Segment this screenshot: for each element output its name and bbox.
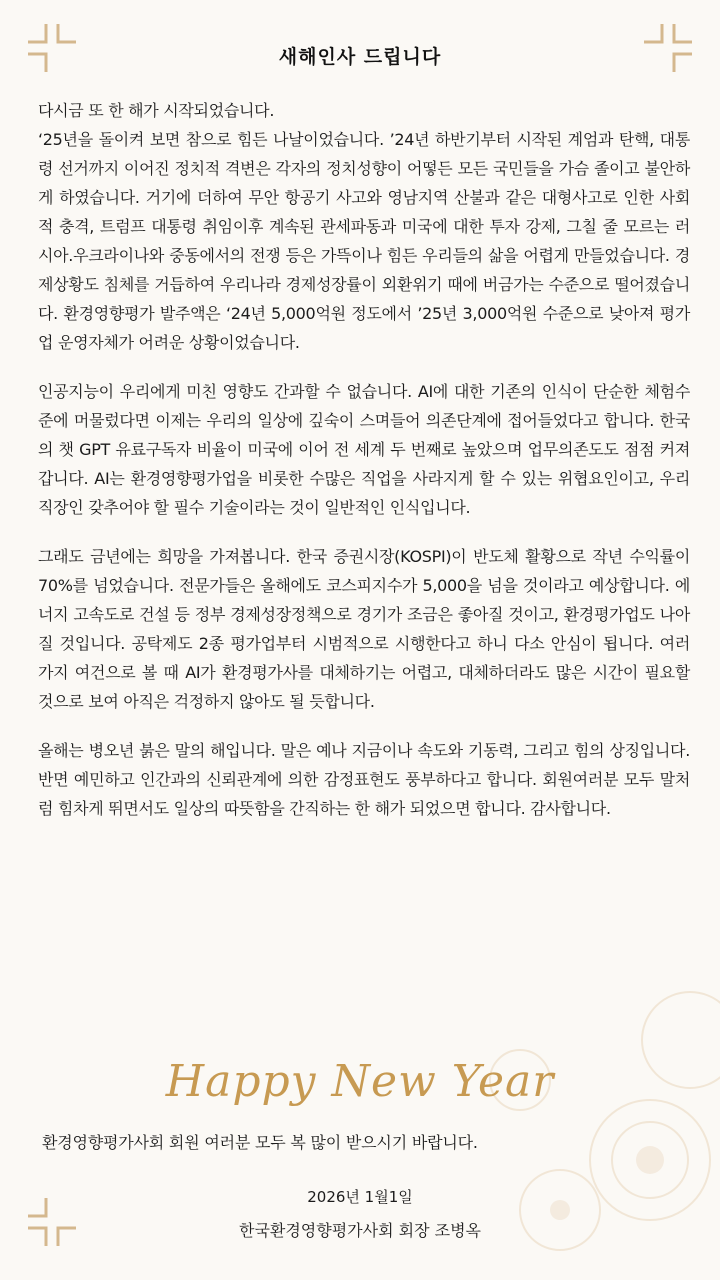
paragraph-line: 다시금 또 한 해가 시작되었습니다. <box>38 101 275 120</box>
paragraph-line: 그래도 금년에는 희망을 가져봅니다. 한국 증권시장(KOSPI)이 반도체 활황으로 작년 수익률이 70%를 넘었습니다. 전문가들은 올해에도 코스피지수가 5,000을 넘을 것이라고 예상합니다. 에너지 고속도로 건설 등 정부 경제성장정책으로 경기가 조금은 좋아질 것이고, 환경평가업도 나아질 것입니다. 공탁제도 2종 평가업부터 시범적으로 시행한다고 하니 다소 안심이 됩니다. 여러 가지 여건으로 볼 때 AI가 환경평가사를 대체하기는 어렵고, 대체하더라도 많은 시간이 필요할 것으로 보여 아직은 걱정하지 않아도 될 듯합니다. <box>38 547 690 711</box>
paragraph-line: 올해는 병오년 붉은 말의 해입니다. 말은 예나 지금이나 속도와 기동력, 그리고 힘의 상징입니다. 반면 예민하고 인간과의 신뢰관계에 의한 감정표현도 풍부하다고 합니다. 회원여러분 모두 말처럼 힘차게 뛰면서도 일상의 따뜻함을 간직하는 한 해가 되었으면 합니다. 감사합니다. <box>38 741 690 818</box>
paragraph-2 <box>38 377 690 522</box>
page-title: 새해인사 드립니다 <box>278 46 442 68</box>
signature: 한국환경영향평가사회 회장 조병옥 <box>238 1221 481 1240</box>
paragraph-3 <box>38 542 690 716</box>
letter-body <box>38 96 690 843</box>
paragraph-4 <box>38 736 690 823</box>
paragraph-1 <box>38 96 690 357</box>
happy-new-year-script: Happy New Year <box>165 1056 555 1107</box>
closing-greeting: 환경영향평가사회 회원 여러분 모두 복 많이 받으시기 바랍니다. <box>42 1133 478 1152</box>
paragraph-line: 인공지능이 우리에게 미친 영향도 간과할 수 없습니다. AI에 대한 기존의 인식이 단순한 체험수준에 머물렀다면 이제는 우리의 일상에 깊숙이 스며들어 의존단계에 접어들었다고 합니다. 한국의 챗 GPT 유료구독자 비율이 미국에 이어 전 세계 두 번째로 높았으며 업무의존도도 점점 커져갑니다. AI는 환경영향평가업을 비롯한 수많은 직업을 사라지게 할 수 있는 위협요인이고, 우리 직장인 갖추어야 할 필수 기술이라는 것이 일반적인 인식입니다. <box>38 382 690 517</box>
letter-date: 2026년 1월1일 <box>307 1188 413 1206</box>
paragraph-line: ‘25년을 돌이켜 보면 참으로 힘든 나날이었습니다. ’24년 하반기부터 시작된 계엄과 탄핵, 대통령 선거까지 이어진 정치적 격변은 각자의 정치성향이 어떻든 모든 국민들을 가슴 졸이고 불안하게 하였습니다. 거기에 더하여 무안 항공기 사고와 영남지역 산불과 같은 대형사고로 인한 사회적 충격, 트럼프 대통령 취임이후 계속된 관세파동과 미국에 대한 투자 강제, 그칠 줄 모르는 러시아.우크라이나와 중동에서의 전쟁 등은 가뜩이나 힘든 우리들의 삶을 어렵게 만들었습니다. 경제상황도 침체를 거듭하여 우리나라 경제성장률이 외환위기 때에 버금가는 수준으로 떨어졌습니다. 환경영향평가 발주액은 ‘24년 5,000억원 정도에서 ’25년 3,000억원 수준으로 낮아져 평가업 운영자체가 어려운 상황이었습니다. <box>38 130 690 352</box>
